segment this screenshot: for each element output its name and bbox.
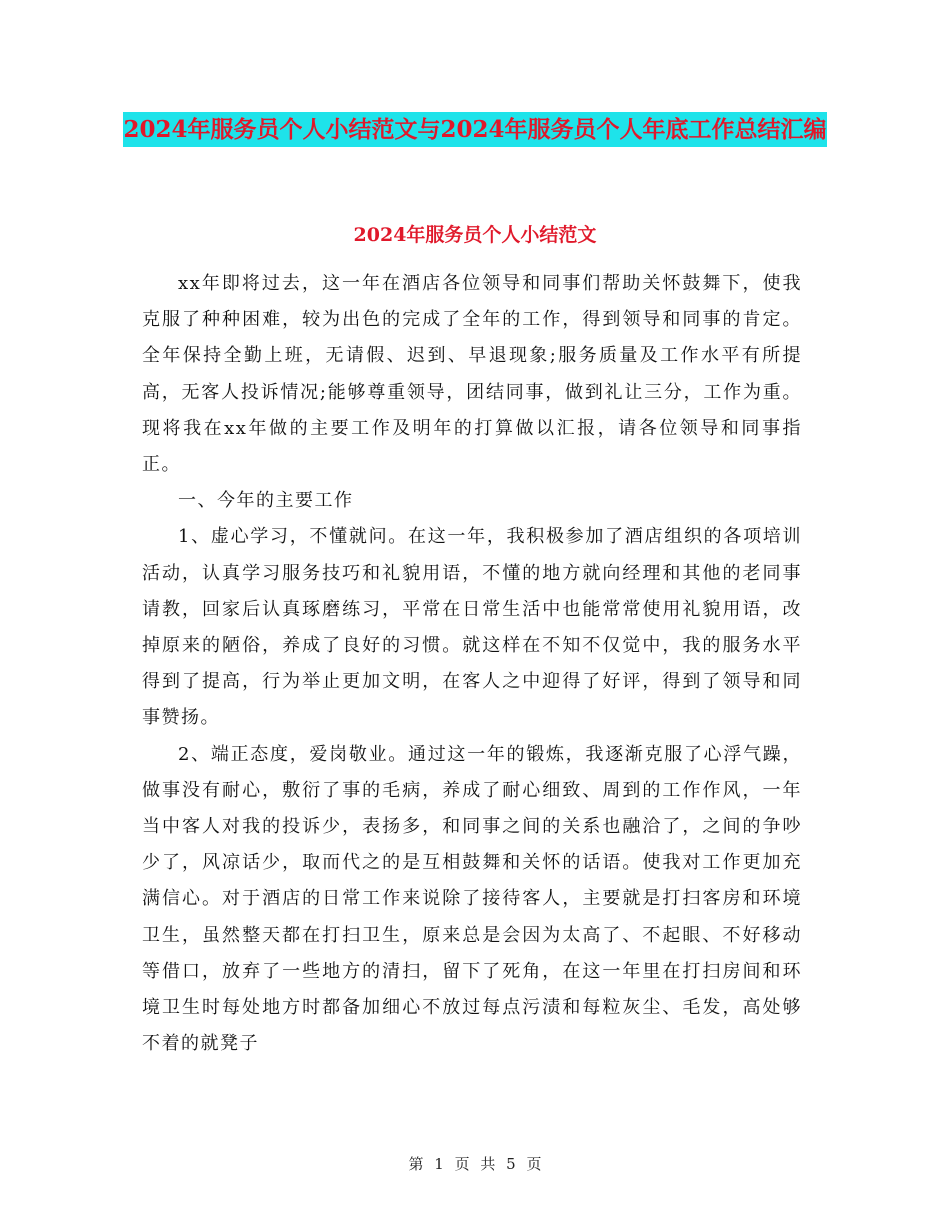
document-title	[0, 108, 950, 152]
paragraph-item-2: 2、端正态度，爱岗敬业。通过这一年的锻炼，我逐渐克服了心浮气躁，做事没有耐心，敷衍了事的毛病，养成了耐心细致、周到的工作作风，一年当中客人对我的投诉少，表扬多，和同事之间的关系也融洽了，之间的争吵少了，风凉话少，取而代之的是互相鼓舞和关怀的话语。使我对工作更加充满信心。对于酒店的日常工作来说除了接待客人，主要就是打扫客房和环境卫生，虽然整天都在打扫卫生，原来总是会因为太高了、不起眼、不好移动等借口，放弃了一些地方的清扫，留下了死角，在这一年里在打扫房间和环境卫生时每处地方时都备加细心不放过每点污渍和每粒灰尘、毛发，高处够不着的就凳子	[142, 743, 802, 1055]
paragraph-intro: xx年即将过去，这一年在酒店各位领导和同事们帮助关怀鼓舞下，使我克服了种种困难，较为出色的完成了全年的工作，得到领导和同事的肯定。全年保持全勤上班，无请假、迟到、早退现象;服务质量及工作水平有所提高，无客人投诉情况;能够尊重领导，团结同事，做到礼让三分，工作为重。现将我在xx年做的主要工作及明年的打算做以汇报，请各位领导和同事指正。	[142, 273, 802, 476]
document-body	[142, 266, 802, 1062]
paragraph-heading-main-work: 一、今年的主要工作	[178, 490, 354, 512]
section-title: 2024年服务员个人小结范文	[353, 224, 597, 246]
page-footer: 第 1 页 共 5 页	[408, 1155, 542, 1173]
document-title-highlight: 2024年服务员个人小结范文与2024年服务员个人年底工作总结汇编	[123, 112, 826, 147]
paragraph-item-1: 1、虚心学习，不懂就问。在这一年，我积极参加了酒店组织的各项培训活动，认真学习服务技巧和礼貌用语，不懂的地方就向经理和其他的老同事请教，回家后认真琢磨练习，平常在日常生活中也能常常使用礼貌用语，改掉原来的陋俗，养成了良好的习惯。就这样在不知不仅觉中，我的服务水平得到了提高，行为举止更加文明，在客人之中迎得了好评，得到了领导和同事赞扬。	[142, 526, 802, 729]
